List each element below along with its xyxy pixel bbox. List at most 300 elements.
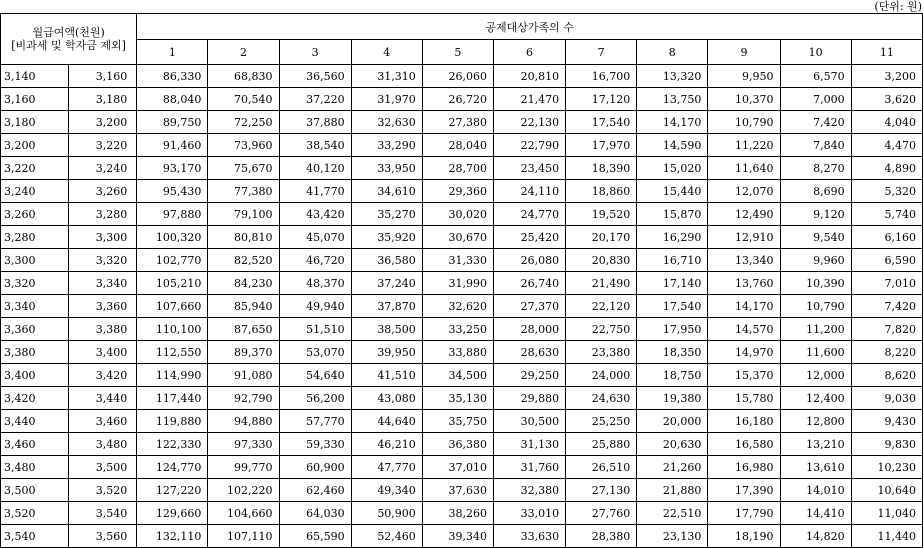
tax-amount-cell: 21,470	[493, 88, 565, 111]
salary-range-max-cell: 3,260	[69, 180, 137, 203]
tax-amount-cell: 3,620	[851, 88, 922, 111]
salary-range-max-cell: 3,220	[69, 134, 137, 157]
tax-amount-cell: 28,380	[566, 525, 637, 548]
salary-range-min-cell: 3,440	[1, 410, 69, 433]
tax-amount-cell: 107,660	[137, 295, 208, 318]
tax-amount-cell: 72,250	[208, 111, 279, 134]
tax-amount-cell: 20,170	[566, 226, 637, 249]
tax-amount-cell: 32,380	[493, 479, 565, 502]
family-count-header-7: 7	[566, 40, 637, 65]
tax-amount-cell: 33,880	[422, 341, 493, 364]
tax-amount-cell: 92,790	[208, 387, 279, 410]
tax-amount-cell: 46,720	[279, 249, 351, 272]
salary-range-min-cell: 3,360	[1, 318, 69, 341]
table-row	[1, 502, 923, 525]
tax-amount-cell: 26,740	[493, 272, 565, 295]
tax-amount-cell: 12,000	[780, 364, 851, 387]
tax-amount-cell: 19,380	[637, 387, 708, 410]
tax-amount-cell: 44,640	[351, 410, 422, 433]
table-row	[1, 318, 923, 341]
table-row	[1, 433, 923, 456]
tax-amount-cell: 20,830	[566, 249, 637, 272]
tax-amount-cell: 34,500	[422, 364, 493, 387]
tax-amount-cell: 17,790	[708, 502, 780, 525]
tax-amount-cell: 3,200	[851, 65, 922, 88]
tax-amount-cell: 26,080	[493, 249, 565, 272]
salary-range-subtitle-line: [비과세 및 학자금 제외]	[11, 39, 126, 52]
tax-amount-cell: 33,290	[351, 134, 422, 157]
salary-range-max-cell: 3,180	[69, 88, 137, 111]
table-row	[1, 364, 923, 387]
salary-range-max-cell: 3,440	[69, 387, 137, 410]
tax-amount-cell: 21,490	[566, 272, 637, 295]
table-row	[1, 410, 923, 433]
tax-amount-cell: 16,710	[637, 249, 708, 272]
tax-amount-cell: 122,330	[137, 433, 208, 456]
tax-amount-cell: 24,630	[566, 387, 637, 410]
tax-amount-cell: 119,880	[137, 410, 208, 433]
tax-amount-cell: 17,120	[566, 88, 637, 111]
table-row	[1, 525, 923, 548]
tax-amount-cell: 20,630	[637, 433, 708, 456]
tax-amount-cell: 104,660	[208, 502, 279, 525]
salary-range-min-cell: 3,300	[1, 249, 69, 272]
tax-amount-cell: 14,570	[708, 318, 780, 341]
tax-amount-cell: 13,340	[708, 249, 780, 272]
salary-range-max-cell: 3,420	[69, 364, 137, 387]
salary-range-min-cell: 3,420	[1, 387, 69, 410]
tax-amount-cell: 18,190	[708, 525, 780, 548]
tax-amount-cell: 73,960	[208, 134, 279, 157]
tax-amount-cell: 117,440	[137, 387, 208, 410]
tax-amount-cell: 14,170	[708, 295, 780, 318]
tax-amount-cell: 35,270	[351, 203, 422, 226]
tax-amount-cell: 15,370	[708, 364, 780, 387]
salary-range-max-cell: 3,320	[69, 249, 137, 272]
tax-amount-cell: 89,370	[208, 341, 279, 364]
salary-range-min-cell: 3,460	[1, 433, 69, 456]
tax-amount-cell: 34,610	[351, 180, 422, 203]
salary-range-min-cell: 3,380	[1, 341, 69, 364]
table-row	[1, 203, 923, 226]
tax-amount-cell: 37,880	[279, 111, 351, 134]
withholding-tax-table	[0, 13, 923, 548]
salary-range-max-cell: 3,160	[69, 65, 137, 88]
salary-range-max-cell: 3,280	[69, 203, 137, 226]
tax-amount-cell: 22,120	[566, 295, 637, 318]
tax-amount-cell: 37,010	[422, 456, 493, 479]
tax-amount-cell: 17,540	[637, 295, 708, 318]
tax-amount-cell: 59,330	[279, 433, 351, 456]
tax-amount-cell: 10,790	[780, 295, 851, 318]
tax-amount-cell: 29,360	[422, 180, 493, 203]
tax-amount-cell: 132,110	[137, 525, 208, 548]
tax-amount-cell: 27,130	[566, 479, 637, 502]
tax-amount-cell: 105,210	[137, 272, 208, 295]
salary-range-max-cell: 3,560	[69, 525, 137, 548]
tax-amount-cell: 13,760	[708, 272, 780, 295]
tax-amount-cell: 15,020	[637, 157, 708, 180]
tax-amount-cell: 11,200	[780, 318, 851, 341]
tax-amount-cell: 12,910	[708, 226, 780, 249]
tax-amount-cell: 8,620	[851, 364, 922, 387]
tax-amount-cell: 9,030	[851, 387, 922, 410]
tax-amount-cell: 16,980	[708, 456, 780, 479]
tax-amount-cell: 85,940	[208, 295, 279, 318]
family-count-header-1: 1	[137, 40, 208, 65]
tax-amount-cell: 9,960	[780, 249, 851, 272]
tax-amount-cell: 43,080	[351, 387, 422, 410]
tax-amount-cell: 88,040	[137, 88, 208, 111]
table-row	[1, 295, 923, 318]
salary-range-min-cell: 3,200	[1, 134, 69, 157]
tax-amount-cell: 36,560	[279, 65, 351, 88]
tax-amount-cell: 9,830	[851, 433, 922, 456]
tax-amount-cell: 28,000	[493, 318, 565, 341]
table-body	[1, 65, 923, 548]
tax-amount-cell: 75,670	[208, 157, 279, 180]
family-count-header-10: 10	[780, 40, 851, 65]
tax-amount-cell: 13,210	[780, 433, 851, 456]
family-count-header-8: 8	[637, 40, 708, 65]
tax-amount-cell: 16,700	[566, 65, 637, 88]
tax-amount-cell: 41,770	[279, 180, 351, 203]
tax-amount-cell: 30,020	[422, 203, 493, 226]
tax-amount-cell: 100,320	[137, 226, 208, 249]
tax-amount-cell: 21,880	[637, 479, 708, 502]
tax-amount-cell: 7,840	[780, 134, 851, 157]
salary-range-min-cell: 3,500	[1, 479, 69, 502]
family-count-header-5: 5	[422, 40, 493, 65]
tax-amount-cell: 15,780	[708, 387, 780, 410]
table-row	[1, 111, 923, 134]
table-row	[1, 65, 923, 88]
tax-amount-cell: 14,170	[637, 111, 708, 134]
tax-amount-cell: 47,770	[351, 456, 422, 479]
tax-amount-cell: 32,620	[422, 295, 493, 318]
tax-amount-cell: 8,270	[780, 157, 851, 180]
tax-amount-cell: 62,460	[279, 479, 351, 502]
tax-amount-cell: 20,000	[637, 410, 708, 433]
tax-amount-cell: 15,440	[637, 180, 708, 203]
tax-amount-cell: 110,100	[137, 318, 208, 341]
tax-amount-cell: 40,120	[279, 157, 351, 180]
tax-amount-cell: 9,120	[780, 203, 851, 226]
tax-amount-cell: 26,720	[422, 88, 493, 111]
salary-range-header	[1, 14, 137, 65]
tax-amount-cell: 21,260	[637, 456, 708, 479]
family-count-header-9: 9	[708, 40, 780, 65]
tax-amount-cell: 48,370	[279, 272, 351, 295]
tax-amount-cell: 12,800	[780, 410, 851, 433]
tax-amount-cell: 60,900	[279, 456, 351, 479]
tax-amount-cell: 51,510	[279, 318, 351, 341]
tax-amount-cell: 52,460	[351, 525, 422, 548]
tax-amount-cell: 35,750	[422, 410, 493, 433]
table-row	[1, 88, 923, 111]
tax-amount-cell: 28,700	[422, 157, 493, 180]
tax-amount-cell: 6,570	[780, 65, 851, 88]
table-row	[1, 387, 923, 410]
tax-amount-cell: 35,920	[351, 226, 422, 249]
tax-amount-cell: 99,770	[208, 456, 279, 479]
salary-range-max-cell: 3,400	[69, 341, 137, 364]
tax-amount-cell: 14,410	[780, 502, 851, 525]
tax-amount-cell: 91,460	[137, 134, 208, 157]
tax-amount-cell: 37,220	[279, 88, 351, 111]
tax-amount-cell: 37,870	[351, 295, 422, 318]
tax-amount-cell: 31,990	[422, 272, 493, 295]
salary-range-title-line: 월급여액(천원)	[32, 26, 105, 39]
tax-amount-cell: 27,380	[422, 111, 493, 134]
tax-amount-cell: 7,420	[780, 111, 851, 134]
tax-amount-cell: 41,510	[351, 364, 422, 387]
tax-amount-cell: 15,870	[637, 203, 708, 226]
tax-amount-cell: 37,240	[351, 272, 422, 295]
table-row	[1, 456, 923, 479]
tax-amount-cell: 97,330	[208, 433, 279, 456]
salary-range-min-cell: 3,240	[1, 180, 69, 203]
tax-amount-cell: 5,740	[851, 203, 922, 226]
salary-range-max-cell: 3,520	[69, 479, 137, 502]
tax-amount-cell: 19,520	[566, 203, 637, 226]
tax-amount-cell: 35,130	[422, 387, 493, 410]
salary-range-min-cell: 3,540	[1, 525, 69, 548]
tax-amount-cell: 39,340	[422, 525, 493, 548]
salary-range-max-cell: 3,340	[69, 272, 137, 295]
tax-amount-cell: 9,540	[780, 226, 851, 249]
table-row	[1, 341, 923, 364]
salary-range-min-cell: 3,280	[1, 226, 69, 249]
family-count-header-11: 11	[851, 40, 922, 65]
table-row	[1, 249, 923, 272]
tax-amount-cell: 46,210	[351, 433, 422, 456]
tax-amount-cell: 36,580	[351, 249, 422, 272]
tax-amount-cell: 91,080	[208, 364, 279, 387]
tax-amount-cell: 11,600	[780, 341, 851, 364]
tax-amount-cell: 17,540	[566, 111, 637, 134]
tax-amount-cell: 17,950	[637, 318, 708, 341]
tax-amount-cell: 12,070	[708, 180, 780, 203]
tax-amount-cell: 29,250	[493, 364, 565, 387]
tax-amount-cell: 18,350	[637, 341, 708, 364]
salary-range-min-cell: 3,340	[1, 295, 69, 318]
tax-amount-cell: 16,290	[637, 226, 708, 249]
tax-amount-cell: 13,320	[637, 65, 708, 88]
tax-amount-cell: 97,880	[137, 203, 208, 226]
tax-amount-cell: 20,810	[493, 65, 565, 88]
tax-amount-cell: 25,420	[493, 226, 565, 249]
family-count-header-2: 2	[208, 40, 279, 65]
tax-amount-cell: 102,770	[137, 249, 208, 272]
salary-range-max-cell: 3,360	[69, 295, 137, 318]
tax-amount-cell: 30,500	[493, 410, 565, 433]
family-count-header-3: 3	[279, 40, 351, 65]
tax-amount-cell: 22,750	[566, 318, 637, 341]
tax-amount-cell: 24,110	[493, 180, 565, 203]
tax-amount-cell: 10,640	[851, 479, 922, 502]
tax-amount-cell: 49,340	[351, 479, 422, 502]
unit-label: (단위: 원)	[874, 0, 922, 13]
tax-amount-cell: 33,250	[422, 318, 493, 341]
tax-amount-cell: 8,690	[780, 180, 851, 203]
salary-range-min-cell: 3,180	[1, 111, 69, 134]
tax-amount-cell: 22,790	[493, 134, 565, 157]
tax-amount-cell: 18,750	[637, 364, 708, 387]
tax-amount-cell: 31,130	[493, 433, 565, 456]
tax-amount-cell: 26,060	[422, 65, 493, 88]
tax-amount-cell: 31,330	[422, 249, 493, 272]
tax-amount-cell: 11,040	[851, 502, 922, 525]
salary-range-min-cell: 3,480	[1, 456, 69, 479]
tax-amount-cell: 33,630	[493, 525, 565, 548]
tax-amount-cell: 38,500	[351, 318, 422, 341]
tax-amount-cell: 5,320	[851, 180, 922, 203]
tax-amount-cell: 24,000	[566, 364, 637, 387]
tax-amount-cell: 64,030	[279, 502, 351, 525]
tax-amount-cell: 77,380	[208, 180, 279, 203]
table-row	[1, 272, 923, 295]
tax-amount-cell: 23,380	[566, 341, 637, 364]
tax-amount-cell: 79,100	[208, 203, 279, 226]
table-row	[1, 180, 923, 203]
tax-amount-cell: 12,490	[708, 203, 780, 226]
tax-amount-cell: 27,370	[493, 295, 565, 318]
tax-amount-cell: 39,950	[351, 341, 422, 364]
salary-range-min-cell: 3,260	[1, 203, 69, 226]
tax-amount-cell: 10,230	[851, 456, 922, 479]
tax-amount-cell: 38,260	[422, 502, 493, 525]
tax-amount-cell: 37,630	[422, 479, 493, 502]
tax-amount-cell: 14,820	[780, 525, 851, 548]
tax-amount-cell: 45,070	[279, 226, 351, 249]
tax-amount-cell: 56,200	[279, 387, 351, 410]
table-row	[1, 134, 923, 157]
tax-amount-cell: 33,010	[493, 502, 565, 525]
tax-amount-cell: 4,470	[851, 134, 922, 157]
tax-amount-cell: 114,990	[137, 364, 208, 387]
tax-amount-cell: 68,830	[208, 65, 279, 88]
tax-amount-cell: 23,130	[637, 525, 708, 548]
tax-amount-cell: 31,760	[493, 456, 565, 479]
tax-amount-cell: 28,630	[493, 341, 565, 364]
family-count-header-6: 6	[493, 40, 565, 65]
tax-amount-cell: 95,430	[137, 180, 208, 203]
tax-amount-cell: 25,250	[566, 410, 637, 433]
tax-amount-cell: 30,670	[422, 226, 493, 249]
tax-amount-cell: 43,420	[279, 203, 351, 226]
tax-amount-cell: 93,170	[137, 157, 208, 180]
salary-range-max-cell: 3,200	[69, 111, 137, 134]
tax-amount-cell: 25,880	[566, 433, 637, 456]
tax-amount-cell: 32,630	[351, 111, 422, 134]
tax-amount-cell: 57,770	[279, 410, 351, 433]
tax-amount-cell: 10,390	[780, 272, 851, 295]
salary-range-max-cell: 3,540	[69, 502, 137, 525]
tax-amount-cell: 84,230	[208, 272, 279, 295]
tax-amount-cell: 70,540	[208, 88, 279, 111]
tax-amount-cell: 10,790	[708, 111, 780, 134]
tax-amount-cell: 4,890	[851, 157, 922, 180]
tax-amount-cell: 23,450	[493, 157, 565, 180]
tax-amount-cell: 11,220	[708, 134, 780, 157]
tax-amount-cell: 10,370	[708, 88, 780, 111]
tax-amount-cell: 7,420	[851, 295, 922, 318]
tax-amount-cell: 13,750	[637, 88, 708, 111]
tax-amount-cell: 129,660	[137, 502, 208, 525]
salary-range-max-cell: 3,480	[69, 433, 137, 456]
tax-amount-cell: 28,040	[422, 134, 493, 157]
family-count-header-row	[1, 40, 923, 65]
salary-range-min-cell: 3,400	[1, 364, 69, 387]
tax-amount-cell: 31,970	[351, 88, 422, 111]
tax-amount-cell: 27,760	[566, 502, 637, 525]
tax-amount-cell: 12,400	[780, 387, 851, 410]
tax-amount-cell: 8,220	[851, 341, 922, 364]
tax-amount-cell: 7,000	[780, 88, 851, 111]
tax-amount-cell: 107,110	[208, 525, 279, 548]
table-row	[1, 226, 923, 249]
tax-amount-cell: 18,860	[566, 180, 637, 203]
salary-range-min-cell: 3,140	[1, 65, 69, 88]
tax-amount-cell: 53,070	[279, 341, 351, 364]
tax-amount-cell: 7,820	[851, 318, 922, 341]
tax-amount-cell: 17,390	[708, 479, 780, 502]
table-row	[1, 479, 923, 502]
tax-amount-cell: 89,750	[137, 111, 208, 134]
tax-amount-cell: 13,610	[780, 456, 851, 479]
tax-amount-cell: 87,650	[208, 318, 279, 341]
tax-amount-cell: 50,900	[351, 502, 422, 525]
tax-amount-cell: 14,970	[708, 341, 780, 364]
tax-amount-cell: 80,810	[208, 226, 279, 249]
salary-range-min-cell: 3,520	[1, 502, 69, 525]
tax-amount-cell: 11,440	[851, 525, 922, 548]
salary-range-max-cell: 3,460	[69, 410, 137, 433]
tax-amount-cell: 49,940	[279, 295, 351, 318]
tax-amount-cell: 94,880	[208, 410, 279, 433]
tax-amount-cell: 112,550	[137, 341, 208, 364]
tax-amount-cell: 22,510	[637, 502, 708, 525]
tax-amount-cell: 65,590	[279, 525, 351, 548]
tax-amount-cell: 82,520	[208, 249, 279, 272]
tax-amount-cell: 17,970	[566, 134, 637, 157]
tax-amount-cell: 36,380	[422, 433, 493, 456]
salary-range-min-cell: 3,160	[1, 88, 69, 111]
tax-amount-cell: 31,310	[351, 65, 422, 88]
tax-amount-cell: 16,180	[708, 410, 780, 433]
family-count-group-header: 공제대상가족의 수	[137, 14, 923, 40]
tax-amount-cell: 18,390	[566, 157, 637, 180]
tax-amount-cell: 9,430	[851, 410, 922, 433]
tax-amount-cell: 4,040	[851, 111, 922, 134]
tax-amount-cell: 102,220	[208, 479, 279, 502]
tax-amount-cell: 24,770	[493, 203, 565, 226]
tax-amount-cell: 86,330	[137, 65, 208, 88]
tax-amount-cell: 22,130	[493, 111, 565, 134]
salary-range-max-cell: 3,380	[69, 318, 137, 341]
tax-amount-cell: 127,220	[137, 479, 208, 502]
tax-amount-cell: 54,640	[279, 364, 351, 387]
tax-amount-cell: 38,540	[279, 134, 351, 157]
tax-amount-cell: 26,510	[566, 456, 637, 479]
table-row	[1, 157, 923, 180]
tax-amount-cell: 17,140	[637, 272, 708, 295]
tax-amount-cell: 6,590	[851, 249, 922, 272]
tax-amount-cell: 29,880	[493, 387, 565, 410]
tax-amount-cell: 124,770	[137, 456, 208, 479]
tax-amount-cell: 9,950	[708, 65, 780, 88]
